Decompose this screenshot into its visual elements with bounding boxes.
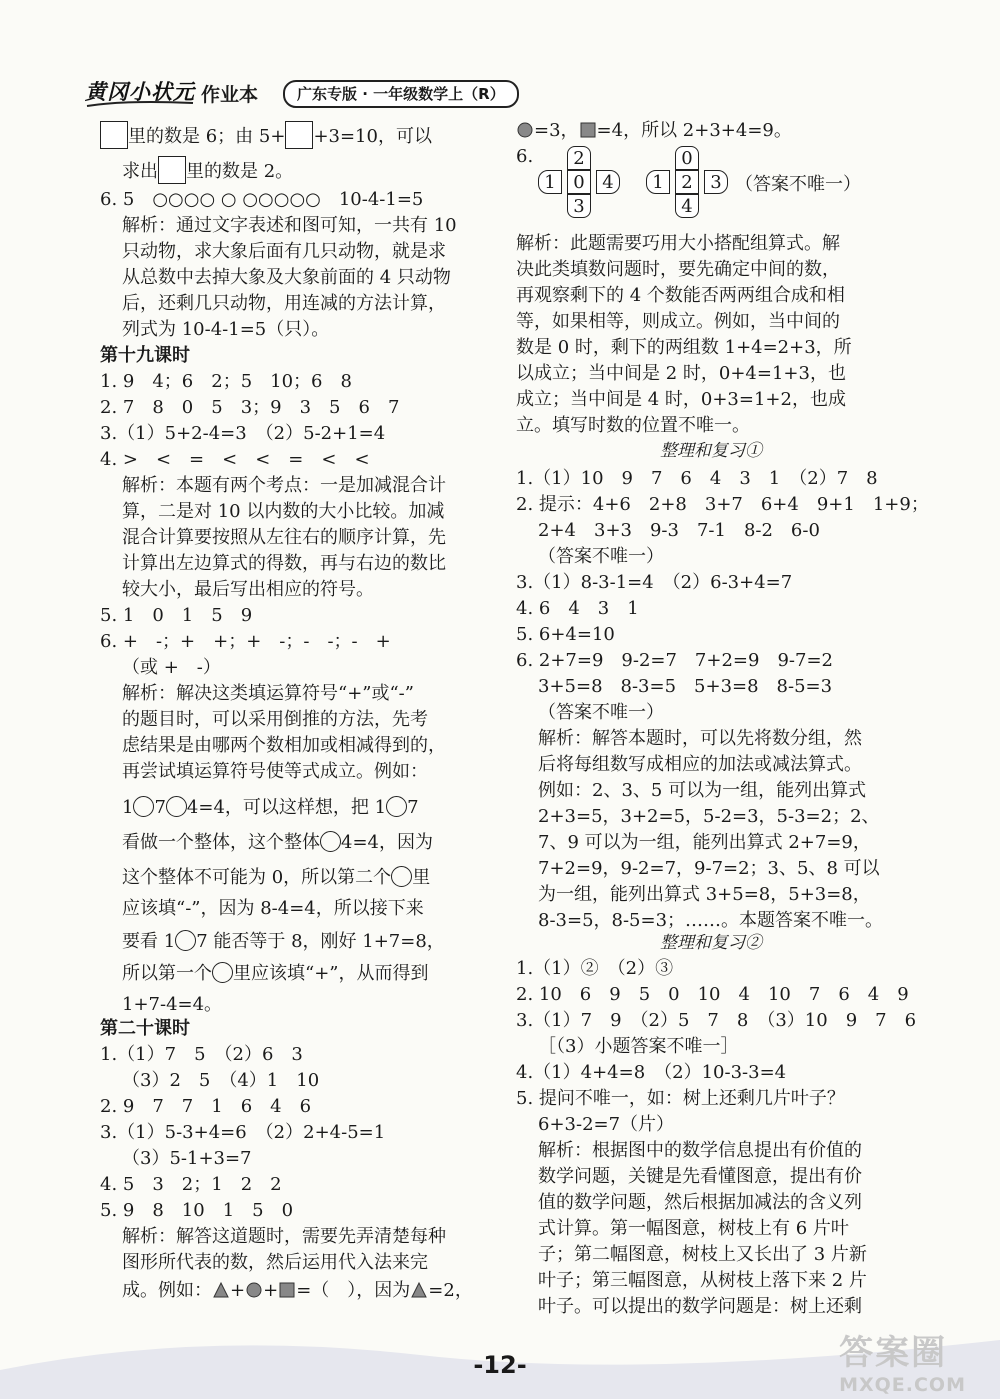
- text-line: [516, 311, 840, 333]
- text-line: [516, 520, 820, 542]
- text-line: [516, 1166, 862, 1188]
- text-line: [516, 285, 845, 307]
- text-segment: 整理和复习②: [660, 933, 762, 953]
- watermark-logo: 答案圈: [839, 1333, 948, 1373]
- text-line: [100, 1148, 252, 1170]
- text-line: [100, 475, 446, 497]
- puzzle-cell-left: 1: [646, 170, 670, 194]
- text-line: [100, 267, 451, 289]
- text-segment: 例如：2、3、5 可以为一组，能列出算式: [538, 780, 867, 801]
- text-line: [100, 761, 428, 783]
- text-segment: 子；第二幅图意，树枝上又长出了 3 片新: [538, 1244, 867, 1265]
- text-segment: 计算出左边算式的得数，再与右边的数比: [122, 553, 446, 574]
- circle-icon: [516, 121, 534, 139]
- text-line: [100, 293, 446, 315]
- text-segment: 成立；当中间是 4 时，0+3=1+2，也成: [516, 389, 846, 410]
- text-segment: 2. 提示：4+6 2+8 3+7 6+4 9+1 1+9；: [516, 494, 929, 515]
- text-line: [100, 831, 433, 854]
- text-line: [516, 415, 750, 437]
- watermark-url: MXQE.COM: [839, 1374, 966, 1396]
- text-line: [516, 1218, 849, 1240]
- text-line: [100, 501, 444, 523]
- text-segment: 3.（1）8-3-1=4 （2）6-3+4=7: [516, 572, 793, 593]
- text-line: [100, 579, 374, 601]
- text-segment: +: [263, 1280, 279, 1301]
- text-segment: 3.（1）7 9 （2）5 7 8 （3）10 9 7 6: [516, 1010, 917, 1031]
- text-segment: 看做一个整体，这个整体: [122, 832, 320, 853]
- text-segment: （答案不唯一）: [538, 702, 664, 723]
- text-line: [516, 806, 880, 828]
- text-segment: 7: [154, 797, 166, 818]
- text-line: [100, 1226, 446, 1248]
- text-line: [100, 156, 293, 184]
- text-line: [516, 363, 846, 385]
- text-line: [100, 397, 399, 419]
- text-segment: 4.（1）4+4=8 （2）10-3-3=4: [516, 1062, 787, 1083]
- text-line: [516, 650, 833, 672]
- page-number: -12-: [473, 1351, 527, 1379]
- text-line: [516, 337, 852, 359]
- text-segment: 解析：根据图中的数学信息提出有价值的: [538, 1140, 862, 1161]
- text-line: [100, 371, 352, 393]
- answer-box: [285, 121, 313, 149]
- text-segment: +: [230, 1280, 246, 1301]
- text-segment: 5. 9 8 10 1 5 0: [100, 1200, 294, 1221]
- text-segment: 解析：通过文字表述和图可知，一共有 10: [122, 215, 457, 236]
- text-line: [100, 657, 221, 679]
- text-segment: 以成立；当中间是 2 时，0+4=1+3，也: [516, 363, 846, 384]
- text-segment: 2. 7 8 0 5 3；9 3 5 6 7: [100, 397, 400, 418]
- text-line: [516, 494, 929, 516]
- text-segment: 里应该填“+”，从而得到: [233, 963, 429, 984]
- text-segment: 解析：此题需要巧用大小搭配组算式。解: [516, 233, 840, 254]
- book-title: 作业本: [201, 84, 259, 106]
- text-line: [100, 1122, 385, 1144]
- text-segment: 6.: [516, 146, 534, 167]
- text-line: [100, 605, 252, 627]
- text-segment: 5. 提问不唯一，如：树上还剩几片叶子？: [516, 1088, 845, 1109]
- text-line: [100, 527, 446, 549]
- text-segment: （3）5-1+3=7: [122, 1148, 252, 1169]
- text-segment: 后将每组数写成相应的加法或减法算式。: [538, 754, 862, 775]
- text-segment: 4=4，因为: [341, 832, 433, 853]
- text-line: [100, 189, 423, 211]
- text-segment: 较大小，最后写出相应的符号。: [122, 579, 374, 600]
- text-segment: 解析：解答本题时，可以先将数分组，然: [538, 728, 862, 749]
- text-line: [100, 1280, 473, 1302]
- text-segment: 为一组，能列出算式 3+5=8，5+3=8，: [538, 884, 871, 905]
- cross-puzzle: [538, 146, 624, 218]
- text-line: [100, 1096, 311, 1118]
- text-segment: 的题目时，可以采用倒推的方法，先考: [122, 709, 428, 730]
- text-segment: =3，: [534, 120, 579, 141]
- text-segment: 2+3=5，3+2=5，5-2=3，5-3=2；2、: [538, 806, 880, 827]
- text-segment: 7 能否等于 8，刚好 1+7=8，: [196, 931, 445, 952]
- text-segment: 数学问题，关键是先看懂图意，提出有价: [538, 1166, 862, 1187]
- text-segment: 式计算。第一幅图意，树枝上有 6 片叶: [538, 1218, 849, 1239]
- text-line: [100, 930, 445, 953]
- text-segment: 这个整体不可能为 0，所以第二个: [122, 867, 392, 888]
- text-segment: 5. 1 0 1 5 9: [100, 605, 253, 626]
- puzzle-cell-mid: 2: [675, 170, 699, 194]
- text-line: [100, 319, 329, 341]
- text-line: [100, 121, 432, 149]
- text-line: [516, 780, 866, 802]
- text-line: [100, 1252, 428, 1274]
- text-line: [100, 1044, 303, 1066]
- text-segment: 要看 1: [122, 931, 176, 952]
- text-segment: 第十九课时: [100, 345, 190, 366]
- text-segment: 1.（1）② （2）③: [516, 958, 674, 979]
- text-segment: 里的数是 6；由 5+: [128, 126, 286, 147]
- text-segment: 2+4 3+3 9-3 7-1 8-2 6-0: [538, 520, 820, 541]
- watermark: [839, 1325, 966, 1396]
- text-segment: 2. 9 7 7 1 6 4 6: [100, 1096, 312, 1117]
- edition-badge: 广东专版 · 一年级数学上（R）: [283, 80, 519, 108]
- text-segment: 5. 6+4=10: [516, 624, 615, 645]
- text-segment: 只动物，求大象后面有几只动物，就是求: [122, 241, 446, 262]
- text-segment: （3）2 5 （4）1 10: [122, 1070, 320, 1091]
- text-segment: 3.（1）5-3+4=6 （2）2+4-5=1: [100, 1122, 386, 1143]
- text-line: [100, 631, 391, 653]
- text-line: [516, 546, 664, 568]
- text-segment: 7: [407, 797, 419, 818]
- text-line: [516, 984, 909, 1006]
- text-segment: 8-3=5，8-5=3；……。本题答案不唯一。: [538, 910, 884, 931]
- answer-box: [158, 156, 186, 184]
- puzzle-cell-mid: 0: [567, 170, 591, 194]
- blank-circle: [175, 930, 196, 951]
- text-segment: 算，二是对 10 以内数的大小比较。加减: [122, 501, 445, 522]
- text-line: [100, 423, 385, 445]
- text-segment: =4，所以 2+3+4=9。: [596, 120, 792, 141]
- text-line: [516, 1192, 862, 1214]
- answer-box: [100, 121, 128, 149]
- text-segment: 第二十课时: [100, 1018, 190, 1039]
- text-segment: 4=4，可以这样想，把 1: [186, 797, 387, 818]
- text-line: [100, 796, 419, 819]
- text-segment: 叶子；第三幅图意，从树枝上落下来 2 片: [538, 1270, 867, 1291]
- puzzle-cell-top: 0: [675, 146, 699, 170]
- text-line: [516, 233, 840, 255]
- text-segment: 解析：本题有两个考点：一是加减混合计: [122, 475, 446, 496]
- text-segment: 1: [122, 797, 134, 818]
- text-line: [516, 728, 862, 750]
- text-segment: =（ ），因为: [296, 1280, 411, 1301]
- text-segment: 图形所代表的数，然后运用代入法来完: [122, 1252, 428, 1273]
- text-segment: 1. 9 4；6 2；5 10；6 8: [100, 371, 352, 392]
- text-segment: ［（3）小题答案不唯一］: [538, 1036, 739, 1057]
- text-segment: 值的数学问题，然后根据加减法的含义列: [538, 1192, 862, 1213]
- text-line: [100, 553, 446, 575]
- text-line: [516, 1140, 862, 1162]
- text-line: [100, 215, 457, 237]
- text-line: [100, 1018, 190, 1040]
- text-line: [516, 1062, 786, 1084]
- text-segment: 7+2=9，9-2=7，9-7=2；3、5、8 可以: [538, 858, 880, 879]
- square-icon: [278, 1281, 296, 1299]
- text-line: [516, 624, 615, 646]
- text-segment: 成。例如：: [122, 1280, 212, 1301]
- text-line: [100, 994, 222, 1016]
- text-segment: 决此类填数问题时，要先确定中间的数，: [516, 259, 840, 280]
- puzzle-cell-left: 1: [538, 170, 562, 194]
- text-line: [516, 1270, 867, 1292]
- text-line: [100, 241, 446, 263]
- text-segment: 3+5=8 8-3=5 5+3=8 8-5=3: [538, 676, 833, 697]
- text-segment: 所以第一个: [122, 963, 212, 984]
- text-segment: 再观察剩下的 4 个数能否两两组合成和相: [516, 285, 845, 306]
- text-segment: =2，: [428, 1280, 473, 1301]
- text-line: [516, 598, 639, 620]
- blank-circle: [166, 796, 187, 817]
- text-segment: 7、9 可以为一组，能列出算式 2+7=9，: [538, 832, 871, 853]
- text-segment: 数是 0 时，剩下的两组数 1+4=2+3，所: [516, 337, 852, 358]
- blank-circle: [212, 962, 233, 983]
- text-line: [100, 735, 446, 757]
- text-segment: 1.（1）10 9 7 6 4 3 1 （2）7 8: [516, 468, 878, 489]
- text-segment: 6. 2+7=9 9-2=7 7+2=9 9-7=2: [516, 650, 833, 671]
- brand-logo: 黄冈小状元: [85, 80, 195, 104]
- text-segment: 里的数是 2。: [186, 161, 294, 182]
- text-line: [516, 389, 846, 411]
- text-line: [100, 683, 414, 705]
- blank-circle: [133, 796, 154, 817]
- text-segment: 1.（1）7 5 （2）6 3: [100, 1044, 303, 1065]
- text-segment: 6+3-2=7（片）: [538, 1114, 675, 1135]
- text-segment: 解析：解决这类填运算符号“+”或“-”: [122, 683, 414, 704]
- text-line: [100, 1174, 282, 1196]
- text-line: [516, 1088, 845, 1110]
- text-line: [516, 468, 878, 490]
- text-line: [100, 709, 428, 731]
- text-segment: 6. 5 ○○○○ ○ ○○○○○ 10-4-1=5: [100, 189, 424, 210]
- puzzle-cell-right: 4: [596, 170, 620, 194]
- text-segment: 求出: [122, 161, 158, 182]
- text-line: [516, 884, 871, 906]
- text-segment: 6. + -；+ +；+ -；- -；- +: [100, 631, 391, 652]
- text-line: [100, 345, 190, 367]
- text-line: [100, 1070, 319, 1092]
- text-line: [516, 832, 871, 854]
- cross-puzzle: [646, 146, 732, 218]
- text-segment: 立。填写时数的位置不唯一。: [516, 415, 750, 436]
- text-line: [516, 858, 880, 880]
- text-segment: 列式为 10-4-1=5（只）。: [122, 319, 330, 340]
- text-line: [516, 1036, 738, 1058]
- text-segment: 叶子。可以提出的数学问题是：树上还剩: [538, 1296, 862, 1317]
- text-segment: 1+7-4=4。: [122, 994, 223, 1015]
- text-line: [516, 146, 533, 168]
- text-line: [100, 898, 424, 920]
- text-line: [516, 958, 673, 980]
- text-line: [516, 932, 906, 954]
- page-header: [85, 72, 525, 112]
- puzzle-note: （答案不唯一）: [735, 174, 861, 195]
- text-line: [516, 440, 906, 462]
- text-line: [100, 449, 370, 471]
- text-line: [100, 866, 430, 889]
- text-segment: 里: [412, 867, 431, 888]
- triangle-icon: [212, 1281, 230, 1299]
- text-line: [100, 962, 429, 985]
- text-segment: 再尝试填运算符号使等式成立。例如：: [122, 761, 428, 782]
- text-segment: 混合计算要按照从左往右的顺序计算，先: [122, 527, 446, 548]
- text-segment: 3.（1）5+2-4=3 （2）5-2+1=4: [100, 423, 386, 444]
- puzzle-cell-bottom: 4: [675, 194, 699, 218]
- text-segment: 应该填“-”，因为 8-4=4，所以接下来: [122, 898, 424, 919]
- blank-circle: [320, 831, 341, 852]
- blank-circle: [386, 796, 407, 817]
- text-line: [516, 910, 883, 932]
- triangle-icon: [410, 1281, 428, 1299]
- text-segment: 解析：解答这道题时，需要先弄清楚每种: [122, 1226, 446, 1247]
- text-line: [516, 1244, 867, 1266]
- square-icon: [579, 121, 597, 139]
- text-line: [516, 702, 664, 724]
- text-line: [516, 1010, 916, 1032]
- circle-icon: [245, 1281, 263, 1299]
- text-segment: （或 + -）: [122, 657, 221, 678]
- text-segment: 4. 6 4 3 1: [516, 598, 639, 619]
- text-line: [516, 1114, 674, 1136]
- text-segment: 整理和复习①: [660, 441, 762, 461]
- puzzle-cell-bottom: 3: [567, 194, 591, 218]
- text-segment: 虑结果是由哪两个数相加或相减得到的，: [122, 735, 446, 756]
- text-line: [516, 120, 792, 142]
- text-segment: （答案不唯一）: [538, 546, 664, 567]
- text-segment: 2. 10 6 9 5 0 10 4 10 7 6 4 9: [516, 984, 909, 1005]
- text-segment: 4. > < = < < = < <: [100, 449, 370, 470]
- puzzle-cell-right: 3: [704, 170, 728, 194]
- text-line: [516, 572, 792, 594]
- text-line: [100, 1200, 293, 1222]
- blank-circle: [391, 866, 412, 887]
- puzzle-cell-top: 2: [567, 146, 591, 170]
- text-segment: 等，如果相等，则成立。例如，当中间的: [516, 311, 840, 332]
- text-segment: 从总数中去掉大象及大象前面的 4 只动物: [122, 267, 451, 288]
- text-segment: +3=10，可以: [313, 126, 432, 147]
- logo-swoosh: [85, 99, 195, 109]
- text-line: [516, 259, 840, 281]
- text-segment: 后，还剩几只动物，用连减的方法计算，: [122, 293, 446, 314]
- text-line: [516, 754, 862, 776]
- text-line: [516, 676, 832, 698]
- text-segment: 4. 5 3 2；1 2 2: [100, 1174, 282, 1195]
